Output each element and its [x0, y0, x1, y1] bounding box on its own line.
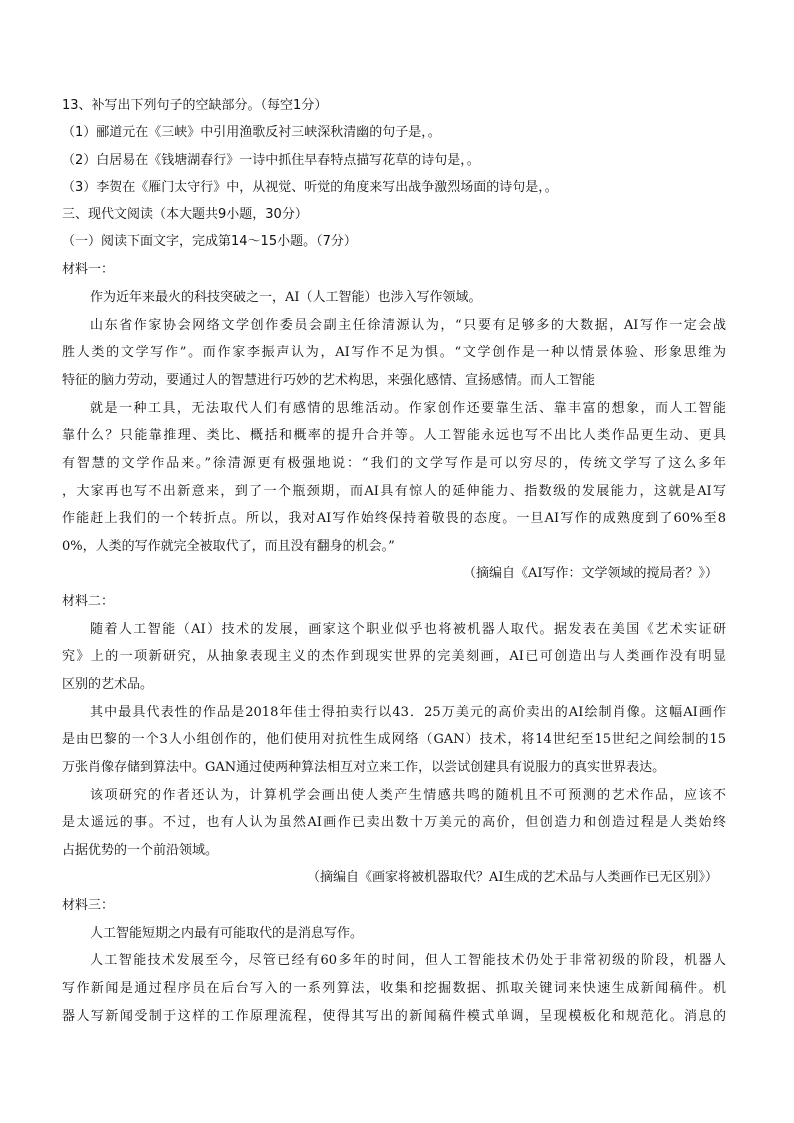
material1-line: 0%，人类的写作就完全被取代了，而且没有翻身的机会。” [62, 539, 395, 554]
material3-line: 人工智能短期之内最有可能取代的是消息写作。 [90, 926, 364, 941]
material2-line: 占据优势的一个前沿领域。 [62, 843, 219, 858]
section3-sub1: （一）阅读下面文字，完成第14～15小题。（7分） [62, 234, 357, 249]
material1-line: 特征的脑力劳动，要通过人的智慧进行巧妙的艺术构思，来强化感情、宣扬感情。而人工智能 [62, 373, 596, 388]
material2-line: 究》上的一项新研究，从抽象表现主义的杰作到现实世界的完美刻画，AI已可创造出与人类画作没有明显 [62, 649, 726, 664]
material1-line: ，大家再也写不出新意来，到了一个瓶颈期，而AI具有惊人的延伸能力、指数级的发展能力，这就是AI写 [62, 484, 726, 499]
q13-item-3: （3）李贺在《雁门太守行》中，从视觉、听觉的角度来写出战争激烈场面的诗句是，。 [62, 180, 558, 195]
material2-line: 该项研究的作者还认为，计算机学会画出使人类产生情感共鸣的随机且不可预测的艺术作品，应该不 [90, 788, 726, 803]
material1-line: 胜人类的文学写作”。而作家李振声认为，AI写作不足为惧。“文学创作是一种以情景体验、形象思维为 [62, 345, 726, 360]
material1-label: 材料一： [62, 262, 115, 277]
material2-line: 随着人工智能（AI）技术的发展，画家这个职业似乎也将被机器人取代。据发表在美国《艺术实证研 [90, 622, 726, 637]
section3-title: 三、现代文阅读（本大题共9小题，30分） [62, 207, 308, 222]
q13-item-2: （2）白居易在《钱塘湖春行》一诗中抓住早春特点描写花草的诗句是，。 [62, 153, 480, 168]
material1-line: 山东省作家协会网络文学创作委员会副主任徐清源认为，“只要有足够多的大数据，AI写作一定会战 [90, 318, 726, 333]
material2-source: （摘编自《画家将被机器取代？AI生成的艺术品与人类画作已无区别》） [306, 870, 718, 885]
material1-line: 有智慧的文学作品来。”徐清源更有极强地说：“我们的文学写作是可以穷尽的，传统文学写了这么多年 [62, 456, 726, 471]
material3-line: 写作新闻是通过程序员在后台写入的一系列算法，收集和挖掘数据、抓取关键词来快速生成新闻稿件。机 [62, 981, 726, 996]
material1-source: （摘编自《AI写作：文学领域的搅局者？》） [462, 566, 718, 581]
q13-title: 13、补写出下列句子的空缺部分。（每空1分） [62, 98, 328, 113]
material2-line: 万张肖像存储到算法中。GAN通过使两种算法相互对立来工作，以尝试创建具有说服力的真实世界表达。 [62, 760, 666, 775]
material3-line: 器人写新闻受制于这样的工作原理流程，使得其写出的新闻稿件模式单调，呈现模板化和规范化。消息的 [62, 1009, 726, 1024]
material3-label: 材料三： [62, 898, 115, 913]
material3-line: 人工智能技术发展至今，尽管已经有60多年的时间，但人工智能技术仍处于非常初级的阶段，机器人 [90, 953, 726, 968]
material1-line: 作能赶上我们的一个转折点。所以，我对AI写作始终保持着敬畏的态度。一旦AI写作的成熟度到了60%至8 [62, 511, 726, 526]
q13-item-1: （1）郦道元在《三峡》中引用渔歌反衬三峡深秋清幽的句子是，。 [62, 125, 441, 140]
material2-line: 区别的艺术品。 [62, 677, 154, 692]
material1-line: 作为近年来最火的科技突破之一，AI（人工智能）也涉入写作领域。 [90, 290, 482, 305]
material2-line: 其中最具代表性的作品是2018年佳士得拍卖行以43．25万美元的高价卖出的AI绘制肖像。这幅AI画作 [90, 705, 726, 720]
material1-line: 就是一种工具，无法取代人们有感情的思维活动。作家创作还要靠生活、靠丰富的想象，而人工智能 [90, 401, 726, 416]
material1-line: 靠什么？只能靠推理、类比、概括和概率的提升合并等。人工智能永远也写不出比人类作品更生动、更具 [62, 428, 726, 443]
material2-label: 材料二： [62, 594, 115, 609]
material2-line: 是太遥远的事。不过，也有人认为虽然AI画作已卖出数十万美元的高价，但创造力和创造过程是人类始终 [62, 815, 726, 830]
material2-line: 是由巴黎的一个3人小组创作的，他们使用对抗性生成网络（GAN）技术，将14世纪至15世纪之间绘制的15 [62, 732, 726, 747]
